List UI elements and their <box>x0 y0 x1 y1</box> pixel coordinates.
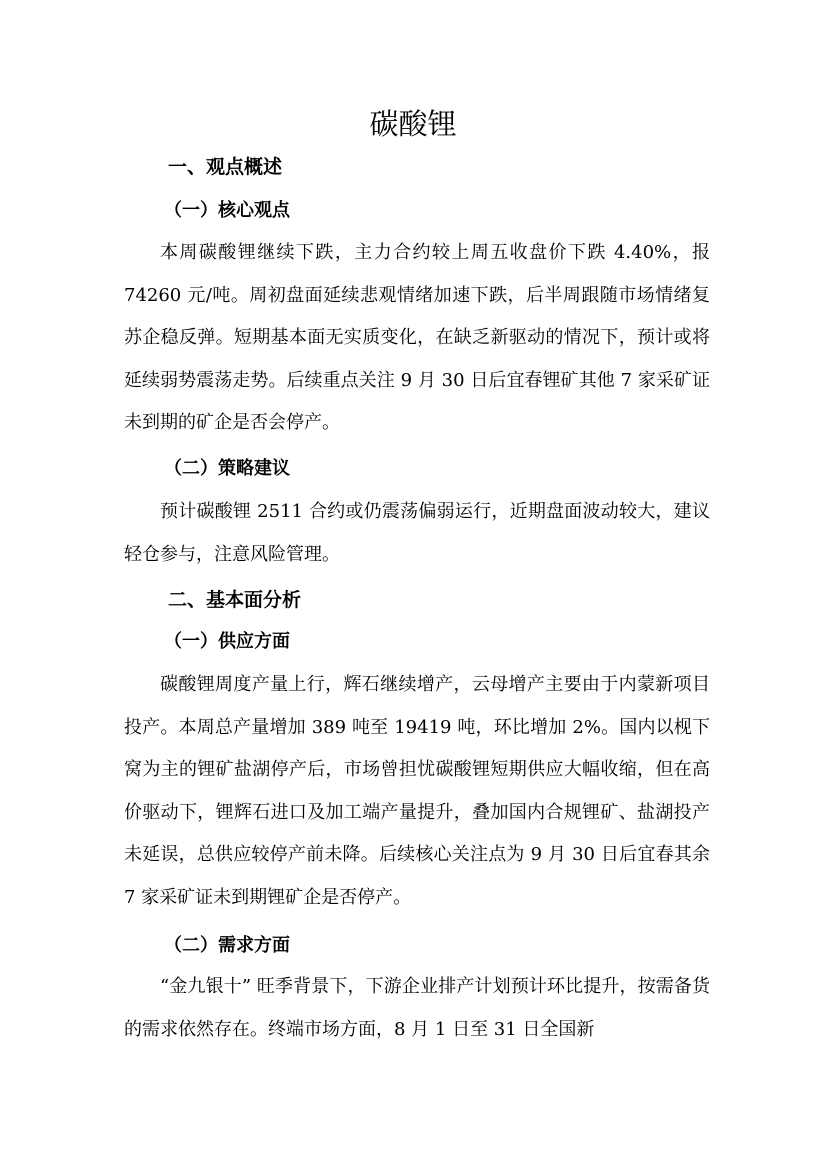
document-title: 碳酸锂 <box>369 107 457 141</box>
paragraph-demand: “金九银十” 旺季背景下，下游企业排产计划预计环比提升，按需备货的需求依然存在。终端市场方面，8 月 1 日至 31 日全国新 <box>124 976 710 1040</box>
subheading-strategy: （二）策略建议 <box>164 458 290 479</box>
paragraph-core-view: 本周碳酸锂继续下跌，主力合约较上周五收盘价下跌 4.40%，报 74260 元/吨。周初盘面延续悲观情绪加速下跌，后半周跟随市场情绪复苏企稳反弹。短期基本面无实质变化，在缺乏新驱动的情况下，预计或将延续弱势震荡走势。后续重点关注 9 月 30 日后宜春锂矿其他 7 家采矿证未到期的矿企是否会停产。 <box>124 242 710 433</box>
subheading-demand: （二）需求方面 <box>164 935 290 956</box>
section-heading-fundamentals: 二、基本面分析 <box>168 589 302 611</box>
subheading-core-view: （一）核心观点 <box>164 200 290 221</box>
paragraph-strategy: 预计碳酸锂 2511 合约或仍震荡偏弱运行，近期盘面波动较大，建议轻仓参与，注意风险管理。 <box>124 501 710 565</box>
subheading-supply: （一）供应方面 <box>164 631 290 652</box>
paragraph-supply: 碳酸锂周度产量上行，辉石继续增产，云母增产主要由于内蒙新项目投产。本周总产量增加 389 吨至 19419 吨，环比增加 2%。国内以枧下窝为主的锂矿盐湖停产后，市场曾担忧碳酸锂短期供应大幅收缩，但在高价驱动下，锂辉石进口及加工端产量提升，叠加国内合规锂矿、盐湖投产未延误，总供应较停产前未降。后续核心关注点为 9 月 30 日后宜春其余 7 家采矿证未到期锂矿企是否停产。 <box>124 674 710 908</box>
section-heading-overview: 一、观点概述 <box>168 156 283 178</box>
